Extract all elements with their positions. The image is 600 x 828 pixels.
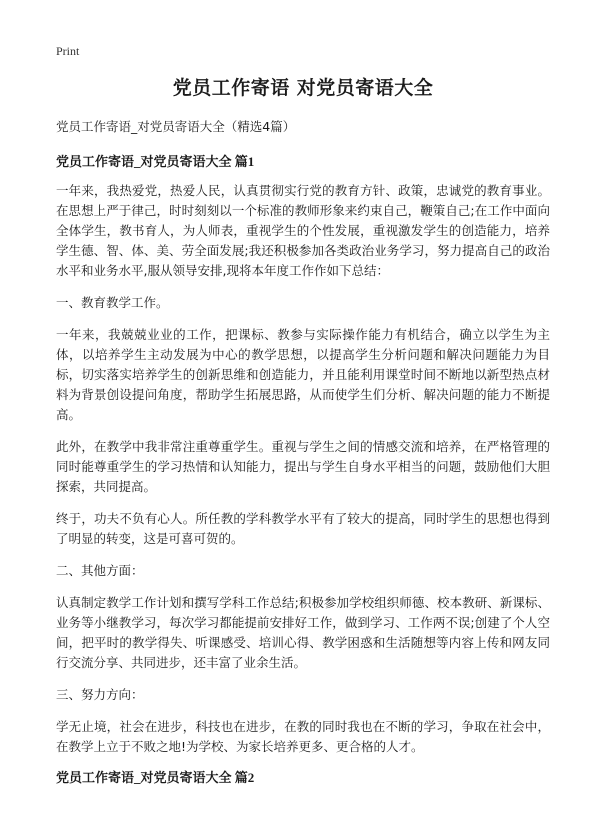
paragraph: 终于，功夫不负有心人。所任教的学科教学水平有了较大的提高，同时学生的思想也得到了明显的转变，这是可喜可贺的。 <box>56 511 550 546</box>
section-heading-2: 党员工作寄语_对党员寄语大全 篇2 <box>56 770 255 785</box>
section-heading-1: 党员工作寄语_对党员寄语大全 篇1 <box>56 154 255 169</box>
paragraph: 认真制定教学工作计划和撰写学科工作总结;积极参加学校组织师德、校本教研、新课标、业务等小继教学习，每次学习都能提前安排好工作，做到学习、工作两不误;创建了个人空间，把平时的教学得失、听课感受、培训心得、教学困惑和生活随想等内容上传和网友同行交流分享、共同进步，还丰富了业余生活。 <box>56 595 550 670</box>
paragraph: 三、努力方向： <box>56 687 144 702</box>
paragraph: 一、教育教学工作。 <box>56 295 169 310</box>
paragraph: 学无止境，社会在进步，科技也在进步，在教的同时我也在不断的学习，争取在社会中，在教学上立于不败之地!为学校、为家长培养更多、更合格的人才。 <box>56 719 550 754</box>
print-link[interactable]: Print <box>56 44 80 58</box>
document-title: 党员工作寄语 对党员寄语大全 <box>172 77 434 99</box>
document-subtitle: 党员工作寄语_对党员寄语大全（精选4篇） <box>56 119 296 134</box>
paragraph: 此外，在教学中我非常注重尊重学生。重视与学生之间的情感交流和培养，在严格管理的同时能尊重学生的学习热情和认知能力，提出与学生自身水平相当的问题，鼓励他们大胆探索，共同提高。 <box>56 439 550 494</box>
paragraph: 二、其他方面： <box>56 563 144 578</box>
paragraph: 一年来，我兢兢业业的工作，把课标、教参与实际操作能力有机结合，确立以学生为主体，以培养学生主动发展为中心的教学思想，以提高学生分析问题和解决问题能力为目标，切实落实培养学生的创新思维和创造能力，并且能利用课堂时间不断地以新型热点材料为背景创设提问角度，帮助学生拓展思路，从而使学生们分析、解决问题的能力不断提高。 <box>56 327 550 422</box>
paragraph: 一年来，我热爱党，热爱人民，认真贯彻实行党的教育方针、政策，忠诚党的教育事业。在思想上严于律己，时时刻刻以一个标准的教师形象来约束自己，鞭策自己;在工作中面向全体学生，教书育人，为人师表，重视学生的个性发展，重视激发学生的创造能力，培养学生德、智、体、美、劳全面发展;我还积极参加各类政治业务学习，努力提高自己的政治水平和业务水平,服从领导安排,现将本年度工作作如下总结： <box>56 183 550 278</box>
